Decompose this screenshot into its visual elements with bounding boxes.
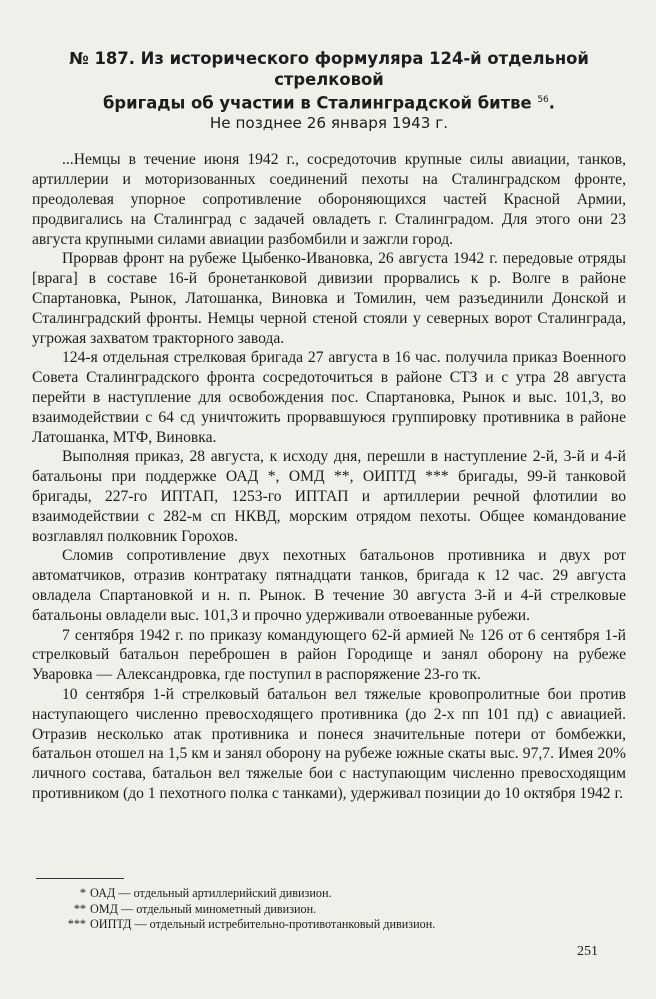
footnote-mark: *** [67,917,86,931]
paragraph: 124-я отдельная стрелковая бригада 27 августа в 16 час. получила приказ Военного Совета Сталинградского фронта сосредоточиться в районе СТЗ и с утра 28 августа перейти в наступление для освобождения пос. Спартановка, Рынок и выс. 101,3, во взаимодействии с 64 сд уничтожить прорвавшуюся группировку противника в районе Латошанка, МТФ, Виновка. [32,349,626,446]
title-note-ref: 56 [537,95,549,105]
document-page [32,48,626,804]
paragraph: 10 сентября 1-й стрелковый батальон вел тяжелые кровопролитные бои против наступающего численно превосходящего противника (до 2-х пп 101 пд) с авиацией. Отразив несколько атак противника и понеся значительные потери от бомбежки, батальон отошел на 1,5 км и занял оборону на рубеже южные скаты выс. 97,7. Имея 20% личного состава, батальон вел тяжелые бои с наступающим численно превосходящим противником (до 1 пехотного полка с танками), удерживал позиции до 10 октября 1942 г. [32,685,626,802]
paragraph: Сломив сопротивление двух пехотных батальонов противника и двух рот автоматчиков, отразив контратаку пятнадцати танков, бригада к 12 час. 29 августа овладела Спартановкой и н. п. Рынок. В течение 30 августа 3-й и 4-й стрелковые батальоны овладели выс. 101,3 и прочно удерживали отвоеванные рубежи. [32,547,626,624]
footnote-text: ОМД — отдельный минометный дивизион. [90,901,317,916]
footnote-divider [36,878,124,879]
title-line-1: № 187. Из исторического формуляра 124-й отдельной стрелковой [69,49,589,89]
paragraph: 7 сентября 1942 г. по приказу командующего 62-й армией № 126 от 6 сентября 1-й стрелковый батальон переброшен в район Городище и занял оборону на рубеже Уваровка — Александровка, где поступил в распоряжение 23-го тк. [32,626,626,684]
paragraph: ...Немцы в течение июня 1942 г., сосредоточив крупные силы авиации, танков, артиллерии и моторизованных соединений пехоты на Сталинградском фронте, преодолевая упорное сопротивление обороняющихся частей Красной Армии, продвигались на Сталинград с задачей овладеть г. Сталинградом. Для этого они 23 августа крупными силами авиации разбомбили и зажгли город. [32,151,626,248]
page-number: 251 [577,944,598,959]
footnote [48,886,608,902]
title-end: . [548,93,556,113]
footnote-mark: ** [73,901,86,916]
footnote [48,917,608,933]
footnote-text: ОИПТД — отдельный истребительно-противотанковый дивизион. [90,917,436,931]
title-line-2: бригады об участии в Сталинградской битве [102,93,532,113]
paragraph: Прорвав фронт на рубеже Цыбенко-Ивановка, 26 августа 1942 г. передовые отряды [врага] в составе 16-й бронетанковой дивизии прорвались к р. Волге в районе Спартановка, Рынок, Латошанка, Виновка и Томилин, чем разъединили Донской и Сталинградский фронты. Немцы черной стеной стояли у северных ворот Сталинграда, угрожая захватом тракторного завода. [32,250,626,347]
footnotes [48,886,608,933]
footnote-text: ОАД — отдельный артиллерийский дивизион. [90,886,332,900]
paragraph: Выполняя приказ, 28 августа, к исходу дня, перешли в наступление 2-й, 3-й и 4-й батальоны при поддержке ОАД *, ОМД **, ОИПТД *** бригады, 99-й танковой бригады, 227-го ИПТАП, 1253-го ИПТАП и артиллерии речной флотилии во взаимодействии с 282-м сп НКВД, морским отрядом пехоты. Общее командование возглавлял полковник Горохов. [32,448,626,545]
document-body [32,150,626,803]
footnote [48,902,608,918]
document-date: Не позднее 26 января 1943 г. [209,114,449,133]
footnote-mark: * [79,886,86,900]
document-title [32,48,626,113]
